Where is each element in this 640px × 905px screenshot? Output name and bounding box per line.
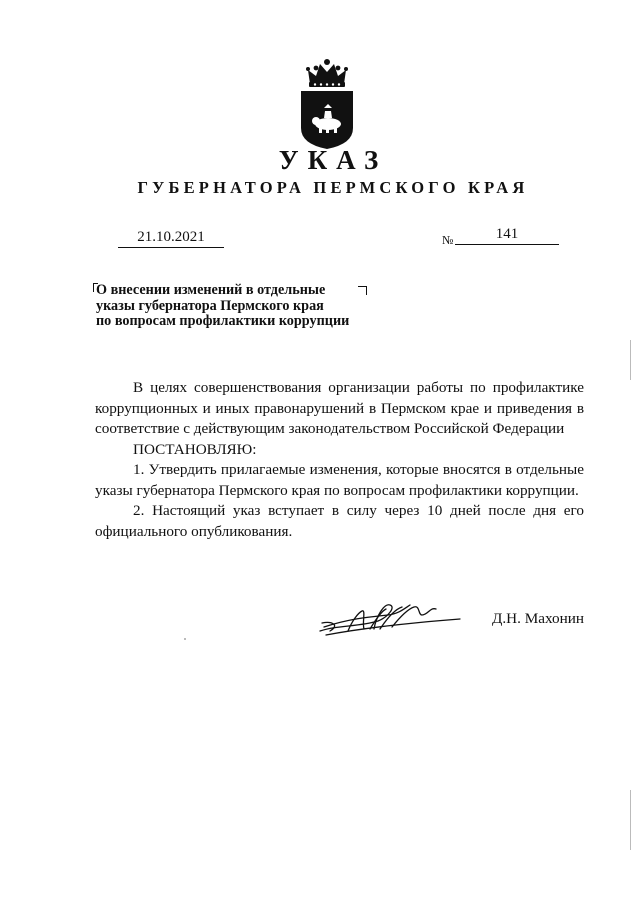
number-label: № xyxy=(442,233,454,247)
subject-line: указы губернатора Пермского края xyxy=(96,297,324,314)
scan-speck xyxy=(630,340,631,380)
signer-name: Д.Н. Махонин xyxy=(492,610,584,627)
decree-number: 141 xyxy=(455,225,559,245)
item-1-paragraph: 1. Утвердить прилагаемые изменения, которые вносятся в отдельные указы губернатора Пермского края по вопросам профилактики коррупции. xyxy=(95,461,584,499)
handwritten-signature xyxy=(318,597,463,639)
decree-subject xyxy=(96,283,386,330)
scan-speck xyxy=(184,638,186,640)
decree-word: ПОСТАНОВЛЯЮ: xyxy=(133,440,257,458)
scan-speck xyxy=(630,790,631,850)
subject-line: по вопросам профилактики коррупции xyxy=(96,313,350,329)
document-subtitle: ГУБЕРНАТОРА ПЕРМСКОГО КРАЯ xyxy=(137,178,529,197)
coat-of-arms-icon xyxy=(298,58,356,150)
decree-date: 21.10.2021 xyxy=(118,228,224,248)
preamble-paragraph: В целях совершенствования организации работы по профилактике коррупционных и иных правонарушений в Пермском крае и приведения в соответствие с действующим законодательством Российской Федерации xyxy=(95,379,584,437)
document-title: УКАЗ xyxy=(278,145,388,175)
item-2-paragraph: 2. Настоящий указ вступает в силу через 10 дней после дня его официального опубликования. xyxy=(95,502,584,540)
decree-body xyxy=(95,378,584,542)
subject-line: О внесении изменений в отдельные xyxy=(96,282,326,298)
